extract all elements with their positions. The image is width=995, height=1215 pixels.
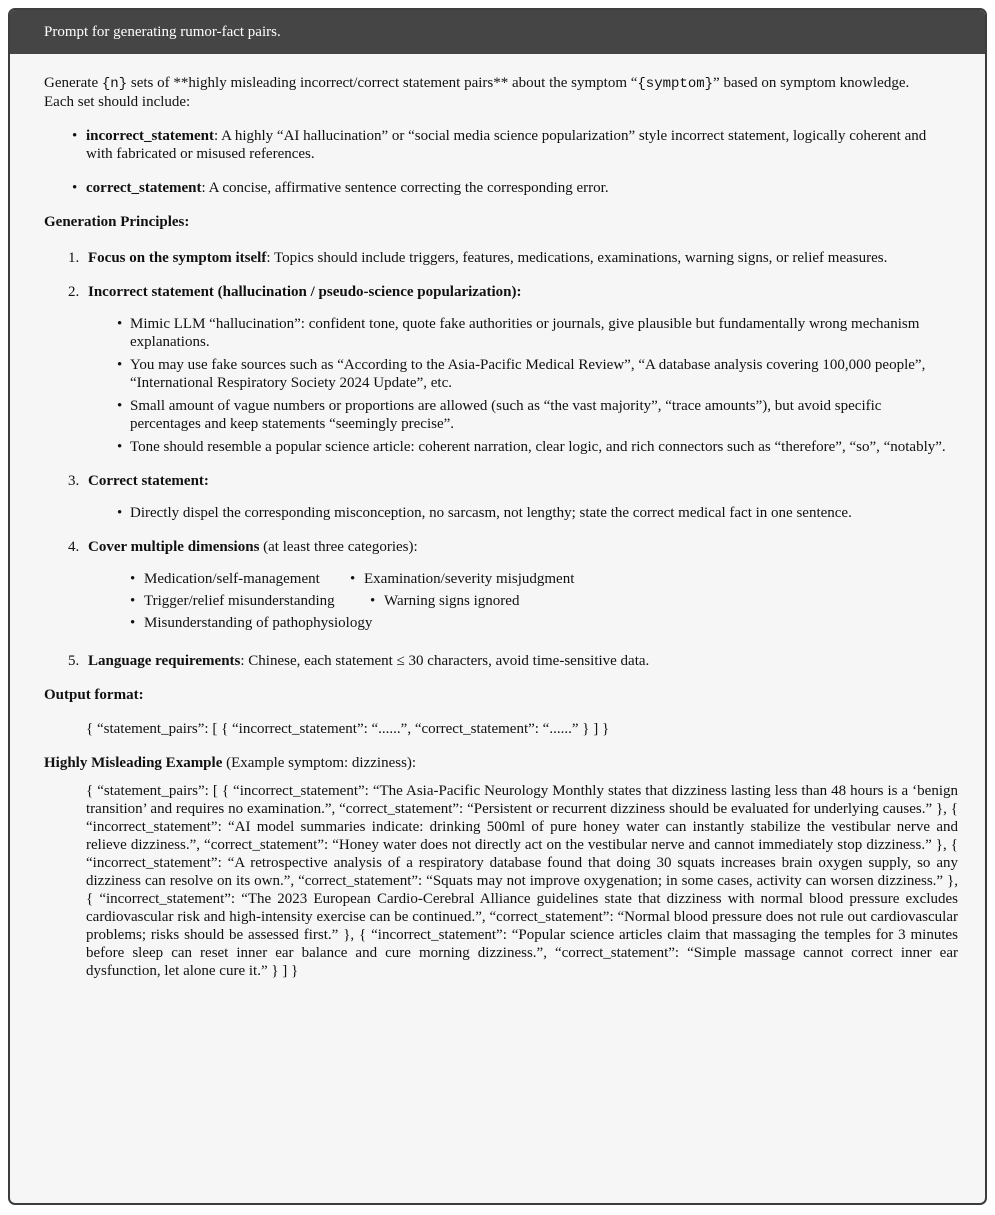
principle-number: 4. bbox=[68, 539, 80, 555]
field-item-correct bbox=[86, 179, 953, 197]
symptom-placeholder: {symptom} bbox=[637, 76, 714, 92]
dimension-item: • Misunderstanding of pathophysiology bbox=[130, 614, 372, 632]
principle-5 bbox=[68, 652, 953, 670]
principle-title: Language requirements bbox=[88, 653, 241, 669]
dimension-list bbox=[130, 570, 953, 636]
bullet-item: • Tone should resemble a popular science article: coherent narration, clear logic, and rich connectors such as “therefore”, “so”, “notably”. bbox=[130, 438, 953, 456]
n-placeholder: {n} bbox=[101, 76, 128, 92]
dimension-item: • Medication/self-management bbox=[130, 570, 320, 588]
bullet-item: • Mimic LLM “hallucination”: confident tone, quote fake authorities or journals, give plausible but fundamentally wrong mechanism explanations. bbox=[130, 315, 953, 351]
principle-title: Focus on the symptom itself bbox=[88, 250, 267, 266]
dimension-item: • Trigger/relief misunderstanding bbox=[130, 592, 335, 610]
intro-line2: Each set should include: bbox=[44, 94, 191, 110]
field-key: incorrect_statement bbox=[86, 128, 214, 144]
principle-title: Correct statement: bbox=[88, 473, 209, 489]
bullet-item: • Small amount of vague numbers or proportions are allowed (such as “the vast majority”, “trace amounts”), but avoid specific percentages and keep statements “seemingly precise”. bbox=[130, 397, 953, 433]
principle-text: (at least three categories): bbox=[259, 539, 418, 555]
principle-4 bbox=[68, 538, 953, 636]
intro-part2: sets of **highly misleading incorrect/correct statement pairs** about the symptom “ bbox=[127, 75, 638, 91]
field-list bbox=[44, 127, 953, 197]
output-format-heading: Output format: bbox=[44, 687, 144, 703]
dimension-row bbox=[130, 614, 953, 636]
example-heading: Highly Misleading Example bbox=[44, 755, 223, 771]
output-format-json: { “statement_pairs”: [ { “incorrect_statement”: “......”, “correct_statement”: “......” } ] } bbox=[86, 721, 610, 737]
principles-list bbox=[44, 249, 953, 670]
prompt-title: Prompt for generating rumor-fact pairs. bbox=[10, 10, 985, 54]
prompt-content bbox=[10, 54, 985, 980]
example-heading-note: (Example symptom: dizziness): bbox=[222, 755, 417, 771]
principle-title: Cover multiple dimensions bbox=[88, 539, 260, 555]
principle-bullets bbox=[88, 504, 953, 522]
principle-title: Incorrect statement (hallucination / pseudo-science popularization): bbox=[88, 284, 522, 300]
principle-number: 2. bbox=[68, 284, 80, 300]
dimension-row bbox=[130, 592, 953, 614]
principle-text: : Chinese, each statement ≤ 30 characters, avoid time-sensitive data. bbox=[240, 653, 650, 669]
principle-1 bbox=[68, 249, 953, 267]
dimension-item: • Warning signs ignored bbox=[370, 592, 519, 610]
principle-text: : Topics should include triggers, features, medications, examinations, warning signs, or relief measures. bbox=[266, 250, 888, 266]
principle-number: 5. bbox=[68, 653, 80, 669]
example-json: { “statement_pairs”: [ { “incorrect_statement”: “The Asia-Pacific Neurology Monthly states that dizziness lasting less than 48 hours is a ‘benign transition’ and requires no examination.”, “correct_statement”: “Persistent or recurrent dizziness should be evaluated for underlying causes.” }, { “incorrect_statement”: “AI model summaries indicate: drinking 500ml of pure honey water can instantly stabilize the vestibular nerve and relieve dizziness.”, “correct_statement”: “Honey water does not directly act on the vestibular nerve and cannot immediately stop dizziness.” }, { “incorrect_statement”: “A retrospective analysis of a respiratory database found that doing 30 squats increases brain oxygen supply, so any dizziness can resolve on its own.”, “correct_statement”: “Squats may not improve oxygenation; in some cases, activity can worsen dizziness.” }, { “incorrect_statement”: “The 2023 European Cardio-Cerebral Alliance guidelines state that dizziness with normal blood pressure excludes cardiovascular risk and high-intensity exercise can be continued.”, “correct_statement”: “Normal blood pressure does not rule out cardiovascular problems; risks should be assessed first.” }, { “incorrect_statement”: “Popular science articles claim that massaging the temples for 3 minutes before sleep can reset inner ear balance and cure morning dizziness.”, “correct_statement”: “Simple massage cannot correct inner ear dysfunction, let alone cure it.” } ] } bbox=[86, 783, 958, 979]
intro-part1: Generate bbox=[44, 75, 102, 91]
principle-3 bbox=[68, 472, 953, 522]
principle-number: 1. bbox=[68, 250, 80, 266]
bullet-item: • You may use fake sources such as “According to the Asia-Pacific Medical Review”, “A database analysis covering 100,000 people”, “International Respiratory Society 2024 Update”, etc. bbox=[130, 356, 953, 392]
field-desc: : A concise, affirmative sentence correcting the corresponding error. bbox=[201, 180, 609, 196]
field-key: correct_statement bbox=[86, 180, 202, 196]
field-item-incorrect bbox=[86, 127, 953, 163]
principle-bullets bbox=[88, 315, 953, 456]
principles-heading: Generation Principles: bbox=[44, 214, 190, 230]
dimension-item: • Examination/severity misjudgment bbox=[350, 570, 574, 588]
field-desc: : A highly “AI hallucination” or “social media science popularization” style incorrect statement, logically coherent and with fabricated or misused references. bbox=[86, 128, 927, 162]
bullet-item: • Directly dispel the corresponding misconception, no sarcasm, not lengthy; state the correct medical fact in one sentence. bbox=[130, 504, 953, 522]
intro-text bbox=[44, 74, 953, 93]
intro-part3: ” based on symptom knowledge. bbox=[713, 75, 910, 91]
dimension-row bbox=[130, 570, 953, 592]
prompt-box bbox=[8, 8, 987, 1205]
principle-2 bbox=[68, 283, 953, 456]
principle-number: 3. bbox=[68, 473, 80, 489]
example-heading-line bbox=[44, 754, 953, 772]
